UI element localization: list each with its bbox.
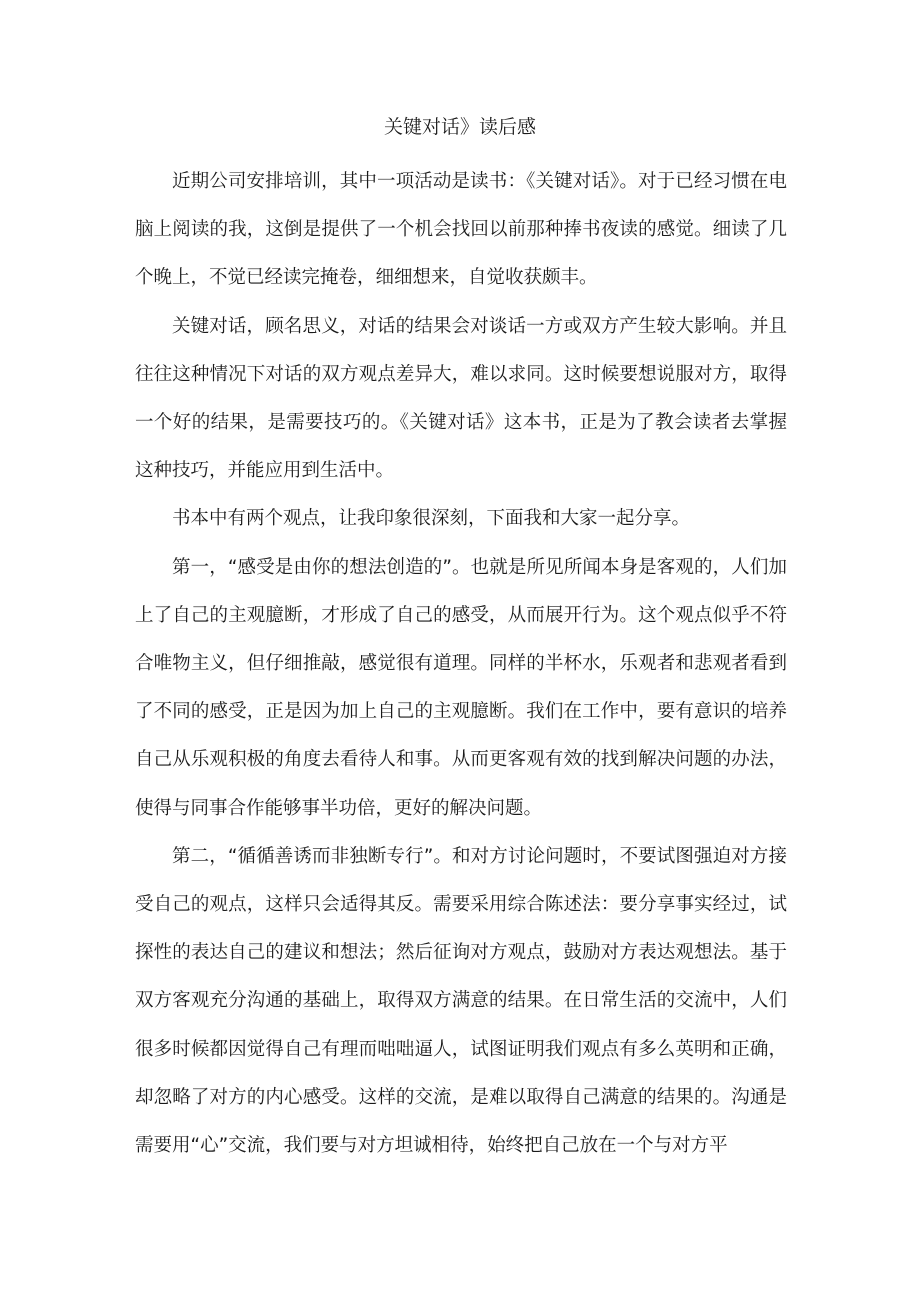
paragraph-definition: 关键对话，顾名思义，对话的结果会对谈话一方或双方产生较大影响。并且往往这种情况下对话的双方观点差异大，难以求同。这时候要想说服对方，取得一个好的结果，是需要技巧的。《关键对话》这本书，正是为了教会读者去掌握这种技巧，并能应用到生活中。 (135, 315, 787, 482)
paragraph-point-two: 第二，“循循善诱而非独断专行”。和对方讨论问题时，不要试图强迫对方接受自己的观点，这样只会适得其反。需要采用综合陈述法：要分享事实经过，试探性的表达自己的建议和想法；然后征询对方观点，鼓励对方表达观想法。基于双方客观充分沟通的基础上，取得双方满意的结果。在日常生活的交流中，人们很多时候都因觉得自己有理而咄咄逼人，试图证明我们观点有多么英明和正确，却忽略了对方的内心感受。这样的交流，是难以取得自己满意的结果的。沟通是需要用“心”交流，我们要与对方坦诚相待，始终把自己放在一个与对方平 (135, 845, 787, 1157)
document-body (135, 158, 787, 1170)
paragraph-intro: 近期公司安排培训，其中一项活动是读书：《关键对话》。对于已经习惯在电脑上阅读的我，这倒是提供了一个机会找回以前那种捧书夜读的感觉。细读了几个晚上，不觉已经读完掩卷，细细想来，自觉收获颇丰。 (135, 171, 787, 289)
paragraph-transition: 书本中有两个观点，让我印象很深刻，下面我和大家一起分享。 (172, 508, 691, 530)
document-title: 关键对话》读后感 (383, 116, 536, 138)
paragraph-point-one: 第一，“感受是由你的想法创造的”。也就是所见所闻本身是客观的，人们加上了自己的主观臆断，才形成了自己的感受，从而展开行为。这个观点似乎不符合唯物主义，但仔细推敲，感觉很有道理。同样的半杯水，乐观者和悲观者看到了不同的感受，正是因为加上自己的主观臆断。我们在工作中，要有意识的培养自己从乐观积极的角度去看待人和事。从而更客观有效的找到解决问题的办法，使得与同事合作能够事半功倍，更好的解决问题。 (135, 556, 787, 819)
